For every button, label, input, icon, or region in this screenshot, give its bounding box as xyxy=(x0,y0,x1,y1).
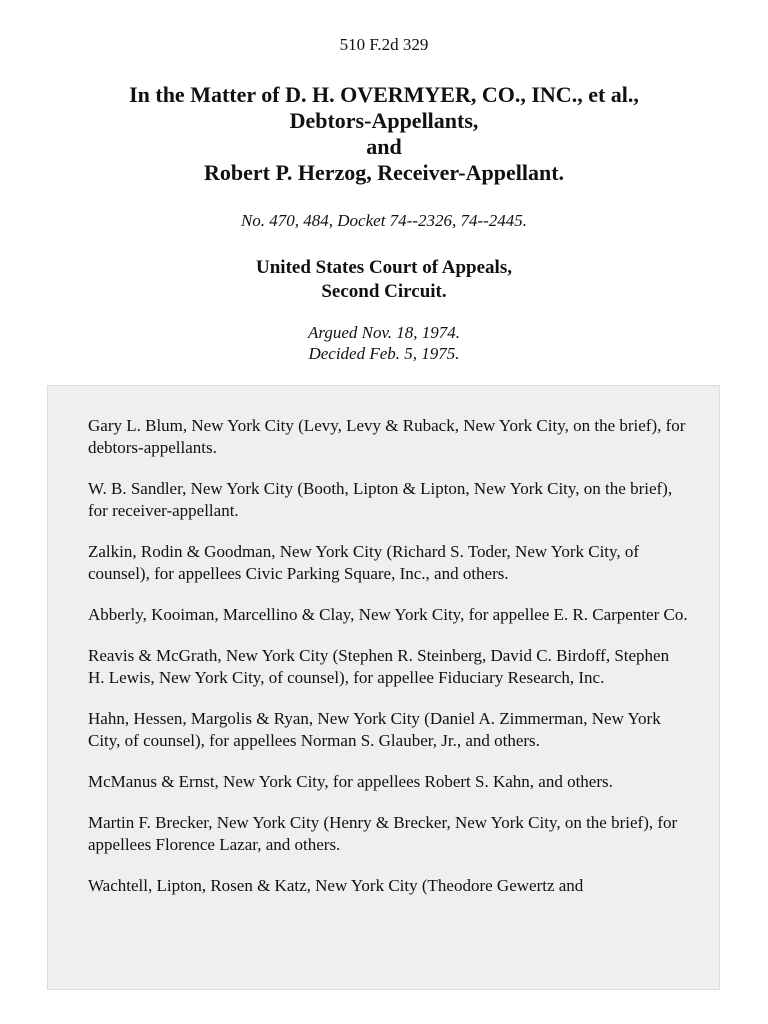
decided-date: Decided Feb. 5, 1975. xyxy=(308,344,460,363)
counsel-entry: W. B. Sandler, New York City (Booth, Lipton & Lipton, New York City, on the brief), for receiver-appellant. xyxy=(88,479,673,520)
counsel-section xyxy=(47,385,720,990)
counsel-entry: Hahn, Hessen, Margolis & Ryan, New York City (Daniel A. Zimmerman, New York City, of counsel), for appellees Norman S. Glauber, Jr., and others. xyxy=(88,709,661,750)
caption-line-2: Debtors-Appellants, xyxy=(289,108,479,133)
caption-line-4: Robert P. Herzog, Receiver-Appellant. xyxy=(203,160,565,185)
docket-number: No. 470, 484, Docket 74--2326, 74--2445. xyxy=(240,211,528,230)
caption-line-3: and xyxy=(366,134,402,159)
court-name xyxy=(0,256,768,304)
case-caption xyxy=(0,82,768,186)
counsel-entry: Abberly, Kooiman, Marcellino & Clay, New York City, for appellee E. R. Carpenter Co. xyxy=(88,605,688,624)
counsel-entry: Martin F. Brecker, New York City (Henry & Brecker, New York City, on the brief), for appellees Florence Lazar, and others. xyxy=(88,813,678,854)
caption-line-1: In the Matter of D. H. OVERMYER, CO., INC., et al., xyxy=(129,82,639,107)
argued-date: Argued Nov. 18, 1974. xyxy=(307,323,461,342)
counsel-entry: Reavis & McGrath, New York City (Stephen R. Steinberg, David C. Birdoff, Stephen H. Lewis, New York City, of counsel), for appellee Fiduciary Research, Inc. xyxy=(88,646,670,687)
case-dates xyxy=(0,322,768,364)
counsel-entry: Wachtell, Lipton, Rosen & Katz, New York City (Theodore Gewertz and xyxy=(88,876,584,895)
counsel-list xyxy=(88,415,688,916)
counsel-entry: Zalkin, Rodin & Goodman, New York City (Richard S. Toder, New York City, of counsel), for appellees Civic Parking Square, Inc., and others. xyxy=(88,542,640,583)
counsel-entry: McManus & Ernst, New York City, for appellees Robert S. Kahn, and others. xyxy=(88,772,613,791)
court-line-2: Second Circuit. xyxy=(321,281,447,302)
citation: 510 F.2d 329 xyxy=(339,35,429,54)
court-line-1: United States Court of Appeals, xyxy=(256,257,512,278)
counsel-entry: Gary L. Blum, New York City (Levy, Levy & Ruback, New York City, on the brief), for debtors-appellants. xyxy=(88,416,686,457)
